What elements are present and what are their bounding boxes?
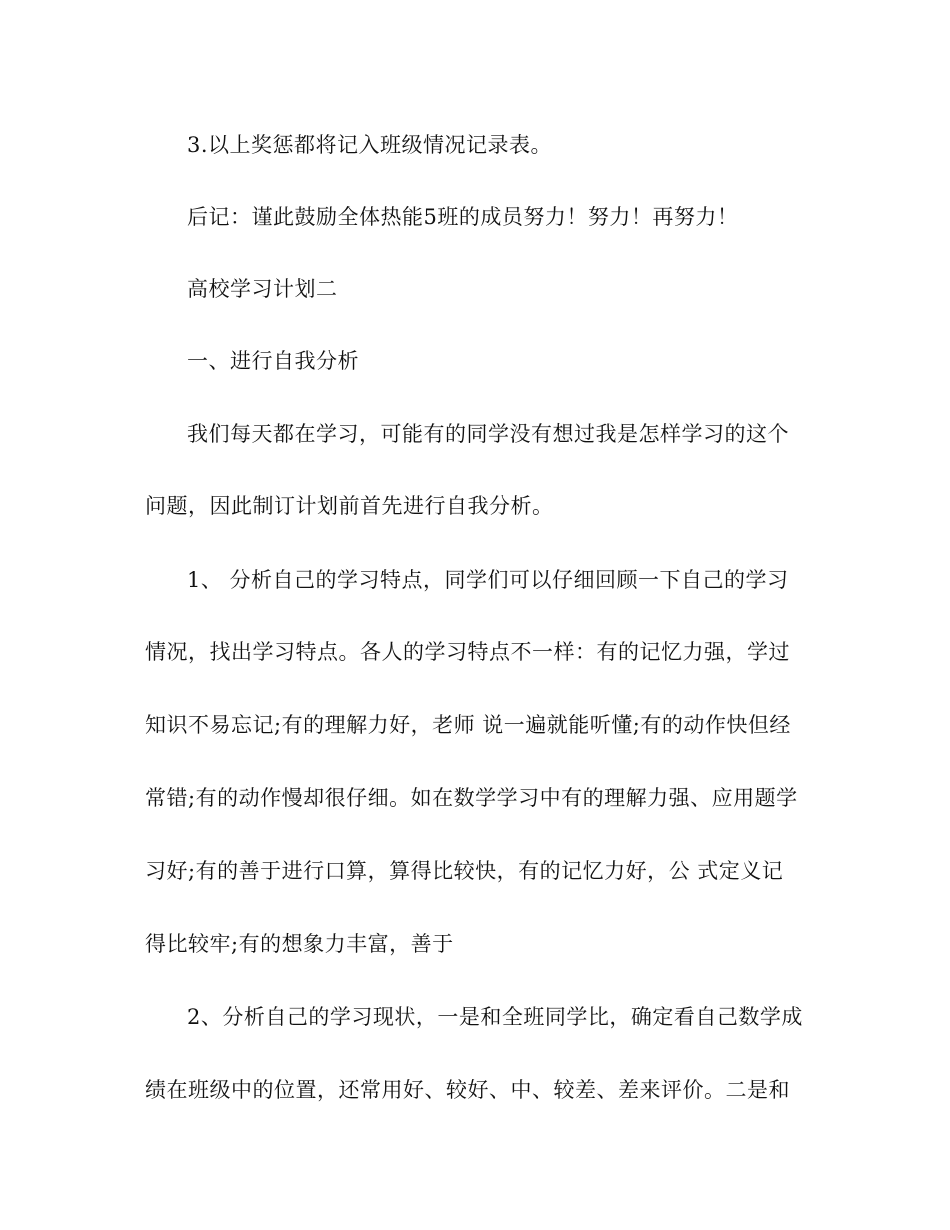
paragraph-line: 绩在班级中的位置，还常用好、较好、中、较差、差来评价。二是和 — [145, 1078, 790, 1102]
paragraph-line: 知识不易忘记;有的理解力好，老师 说一遍就能听懂;有的动作快但经 — [145, 713, 791, 737]
paragraph-line: 得比较牢;有的想象力丰富，善于 — [145, 932, 454, 956]
paragraph-line: 问题，因此制订计划前首先进行自我分析。 — [145, 494, 554, 518]
paragraph-postscript: 后记：谨此鼓励全体热能5班的成员努力！努力！再努力！ — [187, 205, 739, 229]
paragraph-line: 我们每天都在学习，可能有的同学没有想过我是怎样学习的这个 — [187, 422, 789, 446]
paragraph-rewards-note: 3.以上奖惩都将记入班级情况记录表。 — [187, 133, 553, 157]
paragraph-line: 习好;有的善于进行口算，算得比较快，有的记忆力好，公 式定义记 — [145, 859, 784, 883]
section-heading-self-analysis: 一、进行自我分析 — [187, 349, 359, 373]
paragraph-line: 2、分析自己的学习现状，一是和全班同学比，确定看自己数学成 — [187, 1005, 803, 1029]
paragraph-line: 1、 分析自己的学习特点，同学们可以仔细回顾一下自己的学习 — [187, 568, 789, 592]
paragraph-line: 常错;有的动作慢却很仔细。如在数学学习中有的理解力强、应用题学 — [145, 786, 798, 810]
section-title: 高校学习计划二 — [187, 277, 338, 301]
paragraph-line: 情况，找出学习特点。各人的学习特点不一样：有的记忆力强，学过 — [145, 640, 790, 664]
